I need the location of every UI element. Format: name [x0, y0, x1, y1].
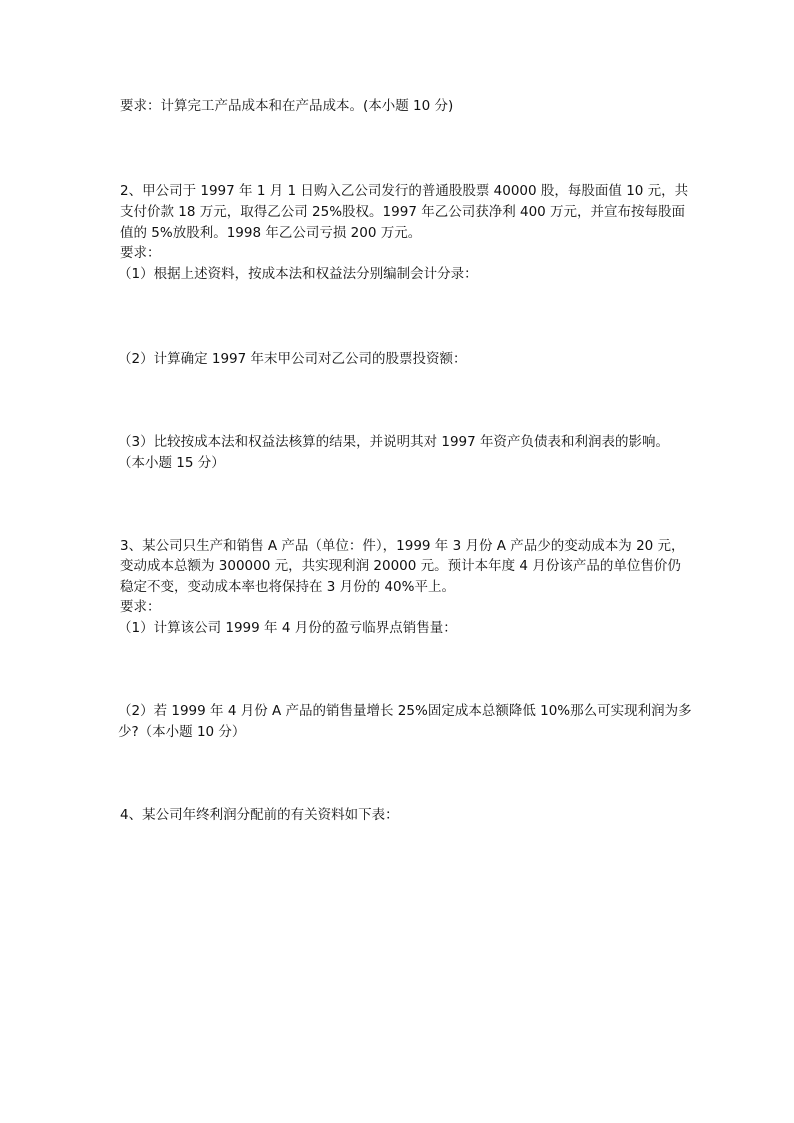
q3-part-1: （1）计算该公司 1999 年 4 月份的盈亏临界点销售量： [118, 620, 457, 636]
q2-part-1: （1）根据上述资料，按成本法和权益法分别编制会计分录： [118, 266, 478, 282]
q3-stem-line-2: 变动成本总额为 300000 元，共实现利润 20000 元。预计本年度 4 月份该产品的单位售价仍 [120, 558, 681, 574]
q4-stem: 4、某公司年终利润分配前的有关资料如下表： [120, 807, 399, 823]
q3-stem-line-3: 稳定不变，变动成本率也将保持在 3 月份的 40%平上。 [120, 579, 455, 595]
q2-stem-line-1: 2、甲公司于 1997 年 1 月 1 日购入乙公司发行的普通股股票 40000 股，每股面值 10 元，共 [120, 183, 689, 199]
q3-requirement-label: 要求： [120, 599, 161, 615]
q3-part-2-line-1: （2）若 1999 年 4 月份 A 产品的销售量增长 25%固定成本总额降低 10%那么可实现利润为多 [118, 703, 692, 719]
q2-part-3-line-2: （本小题 15 分） [118, 455, 225, 471]
q2-part-3-line-1: （3）比较按成本法和权益法核算的结果，并说明其对 1997 年资产负债表和利润表的影响。 [118, 434, 670, 450]
q2-requirement-label: 要求： [120, 245, 161, 261]
q3-part-2-line-2: 少?（本小题 10 分） [118, 724, 246, 740]
q1-requirement: 要求：计算完工产品成本和在产品成本。(本小题 10 分) [120, 98, 454, 114]
q2-stem-line-3: 值的 5%放股利。1998 年乙公司亏损 200 万元。 [120, 225, 422, 241]
q3-stem-line-1: 3、某公司只生产和销售 A 产品（单位：件），1999 年 3 月份 A 产品少的变动成本为 20 元， [120, 538, 685, 554]
q2-part-2: （2）计算确定 1997 年末甲公司对乙公司的股票投资额： [118, 351, 467, 367]
q2-stem-line-2: 支付价款 18 万元，取得乙公司 25%股权。1997 年乙公司获净利 400 万元，并宣布按每股面 [120, 204, 686, 220]
